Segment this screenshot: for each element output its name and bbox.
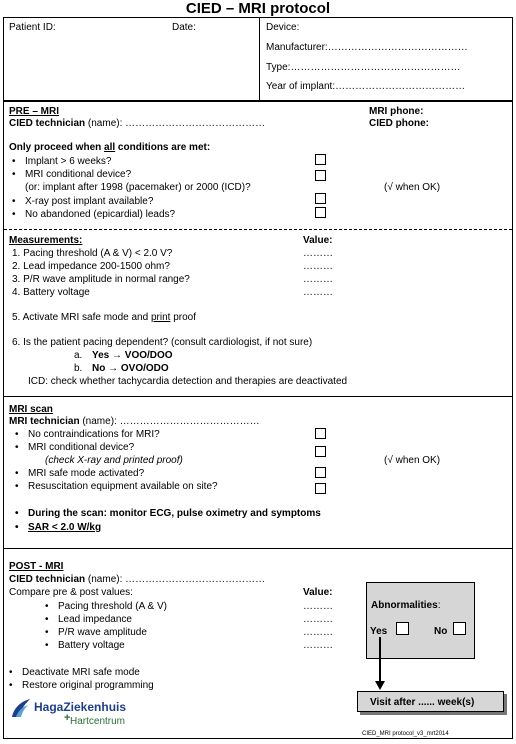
measurement-value: ………: [303, 248, 333, 259]
checkbox-abnormal-no[interactable]: [453, 622, 466, 635]
scan-item: • MRI conditional device?: [28, 442, 134, 453]
no-label: No: [434, 626, 448, 637]
yes-label: Yes: [370, 626, 388, 637]
abnormalities-label: Abnormalities:: [371, 600, 441, 611]
device-label: Device:: [266, 22, 300, 33]
post-cied-technician: CIED technician (name): ……………………………………: [9, 574, 266, 585]
post-value: ………: [303, 614, 333, 625]
page-title: CIED – MRI protocol: [185, 0, 331, 17]
only-proceed-text: Only proceed when all conditions are met:: [9, 142, 211, 153]
checkbox-mri-conditional[interactable]: [315, 170, 326, 181]
checkbox-abnormal-yes[interactable]: [396, 622, 409, 635]
post-item: • P/R wave amplitude: [58, 627, 147, 638]
checkbox-resuscitation[interactable]: [315, 483, 326, 494]
checkbox-xray[interactable]: [315, 193, 326, 204]
sar-limit: • SAR < 2.0 W/kg: [28, 522, 101, 533]
checkbox-no-abandoned-leads[interactable]: [315, 207, 326, 218]
option-b: No → OVO/ODO: [92, 363, 169, 374]
scan-item: • MRI safe mode activated?: [28, 468, 144, 479]
pre-mri-heading: PRE – MRI: [9, 106, 60, 117]
post-value-label: Value:: [303, 587, 333, 598]
step-5: 5. Activate MRI safe mode and print proof: [12, 312, 196, 323]
condition-item: • Implant > 6 weeks?: [25, 156, 111, 167]
logo-name: HagaZiekenhuis: [34, 700, 127, 714]
measurements-heading: Measurements:: [9, 235, 83, 246]
measurement-value: ………: [303, 274, 333, 285]
final-step: • Deactivate MRI safe mode: [22, 667, 140, 678]
checkbox-implant-weeks[interactable]: [315, 154, 326, 165]
option-a: Yes → VOO/DOO: [92, 350, 173, 361]
option-b-prefix: b.: [74, 363, 83, 374]
measurement-value: ………: [303, 287, 333, 298]
measurement-item: 1. Pacing threshold (A & V) < 2.0 V?: [12, 248, 173, 259]
visit-after-label: Visit after ...... week(s): [370, 697, 475, 708]
during-scan-note: • During the scan: monitor ECG, pulse oximetry and symptoms: [28, 508, 321, 519]
condition-note: (or: implant after 1998 (pacemaker) or 2000 (ICD)?: [25, 182, 251, 193]
pre-cied-technician: CIED technician (name): ……………………………………: [9, 118, 266, 129]
step-6: 6. Is the patient pacing dependent? (consult cardiologist, if not sure): [12, 337, 313, 348]
post-item: • Battery voltage: [58, 640, 125, 651]
measurement-item: 4. Battery voltage: [12, 287, 90, 298]
checkbox-no-contraindications[interactable]: [315, 428, 326, 439]
measurement-item: 3. P/R wave amplitude in normal range?: [12, 274, 190, 285]
checkbox-safe-mode[interactable]: [315, 467, 326, 478]
plus-icon: +: [64, 712, 71, 724]
option-a-prefix: a.: [74, 350, 83, 361]
date-label: Date:: [172, 22, 196, 33]
post-item: • Lead impedance: [58, 614, 132, 625]
measurement-item: 2. Lead impedance 200-1500 ohm?: [12, 261, 170, 272]
when-ok-note: (√ when OK): [384, 182, 441, 193]
scan-item: • Resuscitation equipment available on site?: [28, 481, 218, 492]
footer-version: CIED_MRI protocol_v3_mrt2014: [362, 731, 449, 737]
type-field: Type:……………………………………………: [266, 62, 461, 73]
final-step: • Restore original programming: [22, 680, 154, 691]
value-label: Value:: [303, 235, 333, 246]
condition-item: • No abandoned (epicardial) leads?: [25, 209, 175, 220]
post-mri-heading: POST - MRI: [9, 561, 64, 572]
condition-item: • X-ray post implant available?: [25, 196, 153, 207]
year-field: Year of implant:…………………………………: [266, 81, 466, 92]
manufacturer-field: Manufacturer:……………………………………: [266, 42, 468, 53]
mri-scan-heading: MRI scan: [9, 404, 53, 415]
measurement-value: ………: [303, 261, 333, 272]
dashed-divider: [4, 229, 512, 230]
cied-phone-label: CIED phone:: [369, 118, 429, 129]
post-item: • Pacing threshold (A & V): [58, 601, 167, 612]
scan-item: • No contraindications for MRI?: [28, 429, 160, 440]
mri-technician: MRI technician (name): ……………………………………: [9, 416, 260, 427]
scan-note: (check X-ray and printed proof): [45, 455, 183, 466]
compare-label: Compare pre & post values:: [9, 587, 133, 598]
condition-item: • MRI conditional device?: [25, 169, 131, 180]
when-ok-note: (√ when OK): [384, 455, 441, 466]
mri-phone-label: MRI phone:: [369, 106, 424, 117]
post-value: ………: [303, 601, 333, 612]
patient-id-label: Patient ID:: [9, 22, 56, 33]
checkbox-mri-conditional-scan[interactable]: [315, 446, 326, 457]
icd-note: ICD: check whether tachycardia detection and therapies are deactivated: [28, 376, 348, 387]
logo-sub: Hartcentrum: [70, 716, 126, 727]
post-value: ………: [303, 627, 333, 638]
logo-icon: [10, 697, 32, 719]
arrow-down-icon: [374, 637, 386, 691]
post-value: ………: [303, 640, 333, 651]
